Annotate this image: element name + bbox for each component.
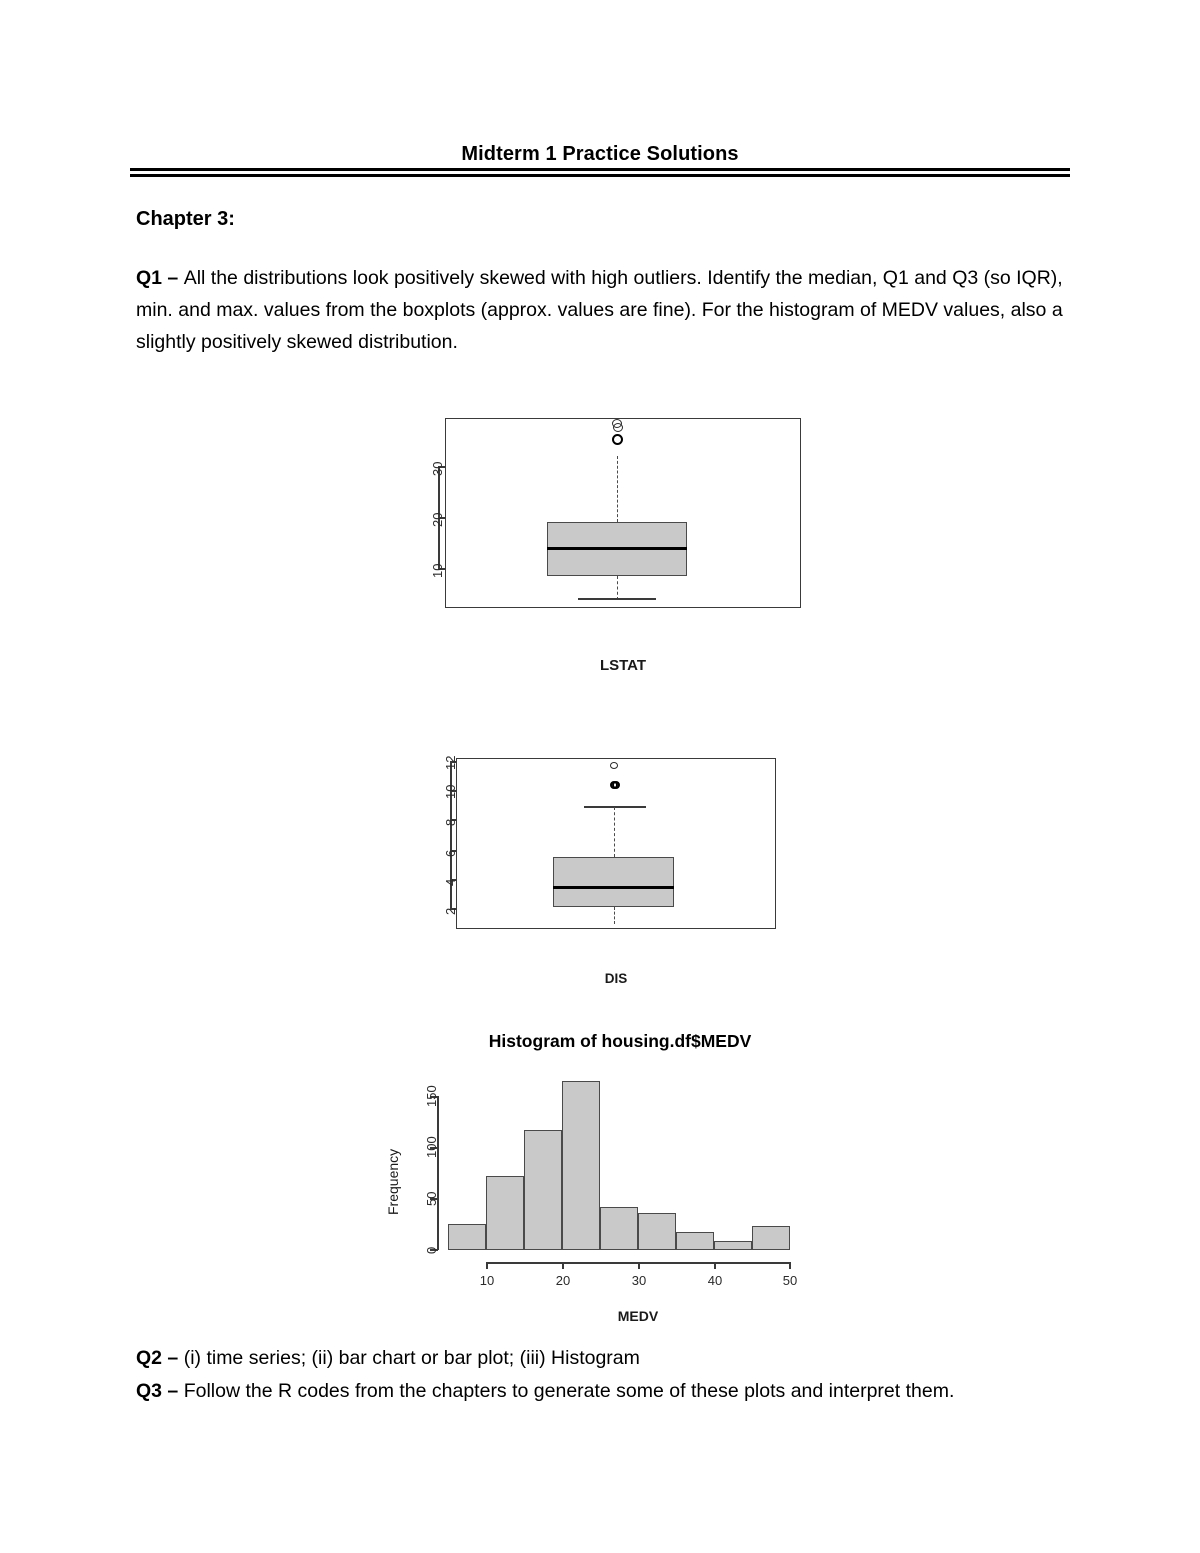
lstat-ytick-label-10: 10 (430, 563, 445, 578)
hist-y-axis-title: Frequency (385, 1148, 401, 1215)
hist-xtick-40 (714, 1262, 716, 1269)
hist-bar-9 (752, 1226, 790, 1250)
lstat-x-axis-title: LSTAT (599, 657, 647, 674)
hist-bar-8 (714, 1241, 752, 1250)
hist-bar-5 (600, 1207, 638, 1250)
hist-xtick-30 (638, 1262, 640, 1269)
q1-label: Q1 – (136, 267, 184, 289)
dis-x-axis-title: DIS (604, 971, 628, 986)
hist-bar-1 (448, 1224, 486, 1250)
q3-text: Follow the R codes from the chapters to generate some of these plots and interpret them. (183, 1380, 955, 1402)
hist-bar-3 (524, 1130, 562, 1250)
hist-bar-7 (676, 1232, 714, 1250)
question-3-line (136, 1375, 1076, 1408)
hist-xtick-label-20: 20 (555, 1273, 571, 1288)
hist-xtick-10 (486, 1262, 488, 1269)
lstat-ytick-label-20: 20 (430, 512, 445, 527)
hist-xtick-label-10: 10 (479, 1273, 495, 1288)
hist-ytick-label-100: 100 (424, 1136, 439, 1158)
q2-text: (i) time series; (ii) bar chart or bar plot; (iii) Histogram (183, 1347, 640, 1369)
dis-ytick-label-4: 4 (443, 878, 458, 886)
page-title: Midterm 1 Practice Solutions (461, 143, 739, 165)
q3-label: Q3 – (136, 1380, 184, 1402)
hist-x-axis-title: MEDV (617, 1308, 659, 1324)
hist-ytick-label-50: 50 (424, 1191, 439, 1206)
chapter-heading: Chapter 3: (136, 208, 235, 230)
lstat-ytick-label-30: 30 (430, 461, 445, 476)
dis-ytick-label-2: 2 (443, 907, 458, 915)
hist-xtick-20 (562, 1262, 564, 1269)
hist-xtick-label-50: 50 (782, 1273, 798, 1288)
histogram-title: Histogram of housing.df$MEDV (488, 1031, 752, 1051)
dis-ytick-label-8: 8 (443, 818, 458, 826)
questions-2-3-block (136, 1342, 1076, 1408)
hist-bar-4 (562, 1081, 600, 1250)
q1-text: All the distributions look positively skewed with high outliers. Identify the median, Q1 and Q3 (so IQR), min. and max. values from the boxplots (approx. values are fine). For the histogram of MEDV values, also a slightly positively skewed distribution. (136, 267, 1063, 353)
hist-y-axis (437, 1096, 439, 1250)
hist-ytick-label-150: 150 (424, 1085, 439, 1107)
dis-ytick-label-12: 12 (443, 755, 458, 770)
hist-ytick-label-0: 0 (424, 1246, 439, 1254)
hist-bar-6 (638, 1213, 676, 1250)
dis-ytick-label-10: 10 (443, 784, 458, 799)
question-2-line (136, 1342, 1076, 1375)
hist-bar-2 (486, 1176, 524, 1250)
q2-label: Q2 – (136, 1347, 184, 1369)
hist-xtick-label-30: 30 (631, 1273, 647, 1288)
hist-xtick-label-40: 40 (707, 1273, 723, 1288)
dis-ytick-label-6: 6 (443, 849, 458, 857)
hist-xtick-50 (789, 1262, 791, 1269)
